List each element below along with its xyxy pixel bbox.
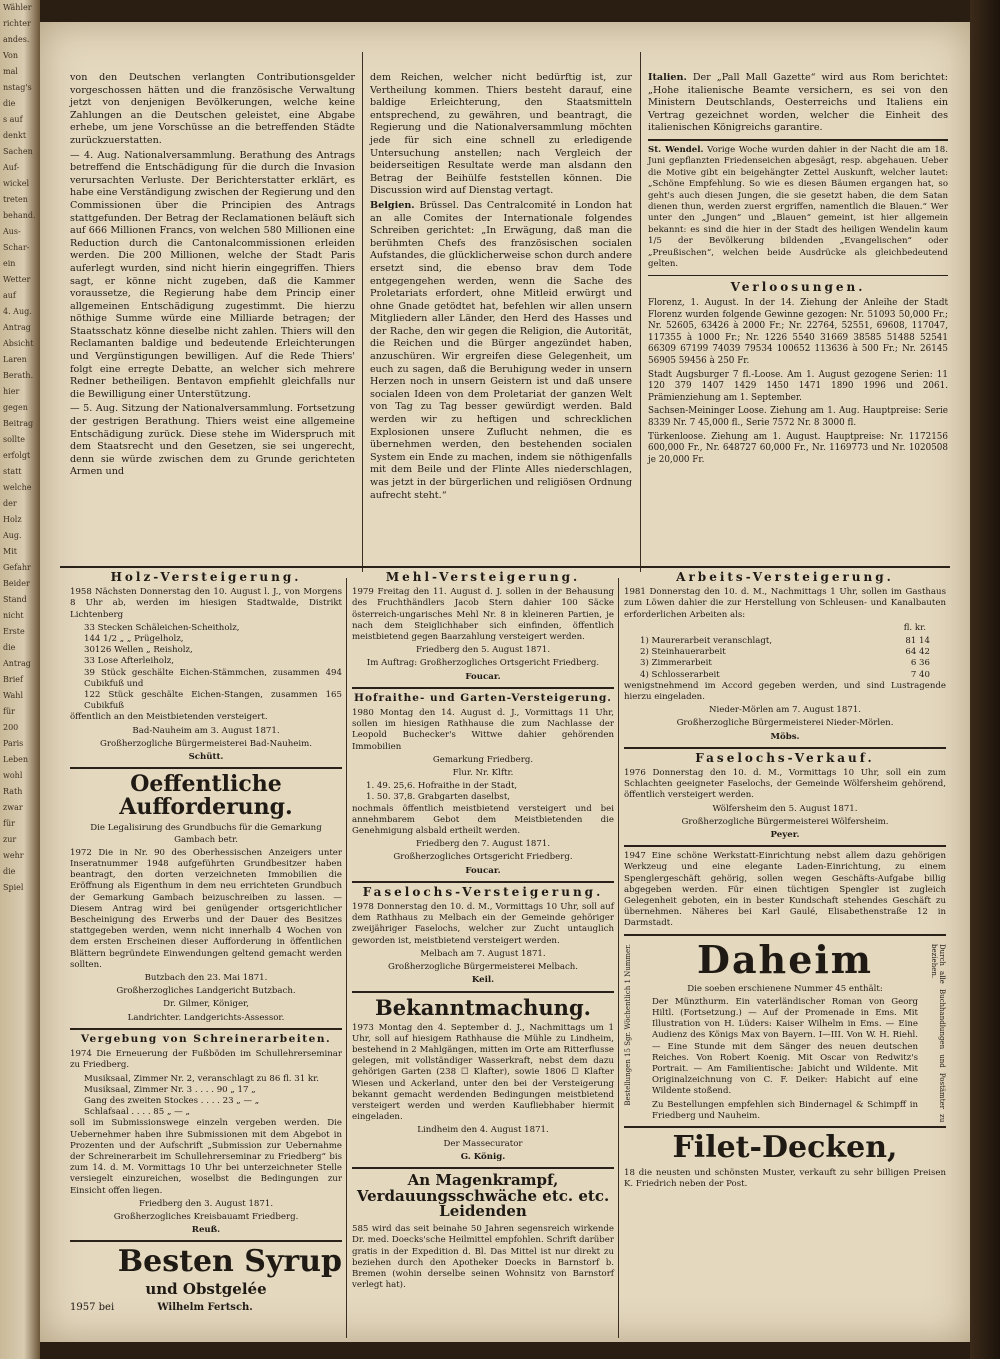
edge-text-fragment: mal (3, 67, 18, 76)
edge-text-fragment: wehr (3, 851, 24, 860)
edge-text-fragment: Rath (3, 787, 23, 796)
edge-text-fragment: zur (3, 835, 17, 844)
column-rule (618, 578, 619, 1338)
ad-list (352, 781, 614, 803)
ad-title: Oeffentliche Aufforderung. (119, 771, 293, 821)
edge-text-fragment: die (3, 643, 16, 652)
ad-title: Hofraithe- und Garten-Versteigerung. (354, 691, 612, 704)
divider (70, 1240, 342, 1242)
edge-text-fragment: Schar- (3, 243, 30, 252)
edge-text-fragment: behand. (3, 211, 36, 220)
edge-text-fragment: Beitrag (3, 419, 34, 428)
ad-text: 18 die neusten und schönsten Muster, verkauft zu sehr billigen Preisen K. Friedrich neben der Post. (624, 1167, 946, 1189)
column-rule (346, 578, 347, 1338)
divider (352, 881, 614, 883)
edge-text-fragment: Leben (3, 755, 29, 764)
edge-text-fragment: Holz (3, 515, 22, 524)
ad-signature: Schütt. (188, 752, 224, 763)
ad-office: Großherzogliche Bürgermeisterei Bad-Nauheim. (99, 738, 312, 749)
table-cell: 4) Schlosserarbeit (640, 669, 720, 680)
list-item: 1. 50. 37,8. Grabgarten daselbst, (366, 792, 511, 803)
ad-place-date: Friedberg den 5. August 1871. (415, 645, 551, 656)
edge-text-fragment: nstag's (3, 83, 32, 92)
ad-title: Mehl-Versteigerung. (385, 570, 581, 584)
table-row (624, 636, 946, 647)
list-item: 33 Lose Afterleiholz, (84, 656, 174, 667)
edge-text-fragment: Paris (3, 739, 24, 748)
edge-text-fragment: Absicht (3, 339, 34, 348)
ad-signature: Peyer. (770, 830, 800, 841)
news-heading: Italien. (648, 72, 687, 83)
news-text: Brüssel. Das Centralcomité in London hat an alle Comites der Internationale folgendes Schreiben gerichtet: „In Erwägung, daß man die berühmten Chefs des französischen socialen Aufstandes, die glücklicherweise schon durch andere ersetzt sind, die ebenso brav dem Tode entgegengehen werden, wenn die Sache des Proletariats erfordert, ohne Mitleid erwürgt und ohne Gnade getödtet hat, befehlen wir allen unsern Mitgliedern aller Länder, den Herd des Hasses und der Rache, den wir gegen die Religion, die Autorität, die Reichen und die Bürger angezündet haben, anzuschüren. Wir ergreifen diese Gelegenheit, um euch zu sagen, daß die Beruhigung weder in unsern Herzen noch in unsern Geistern ist und daß unsere socialen Ideen von dem Proletariat der ganzen Welt von Tag zu Tag besser gewürdigt werden. Bald werden wir zu heftigen und schrecklichen Explosionen unsere Zuflucht nehmen, die es übernehmen werden, den bestehenden socialen System ein Ende zu machen, indem sie nöthigenfalls mit dem Beile und der Flinte Alles niederschlagen, was jetzt in der bürgerlichen und religiösen Ordnung aufrecht steht.“ (370, 199, 632, 501)
ad-place-date: Butzbach den 23. Mai 1871. (144, 973, 268, 984)
ads-column-1 (70, 570, 342, 1315)
table-cell: 7 40 (910, 669, 930, 680)
ad-title: Filet-Decken, (672, 1130, 898, 1166)
edge-text-fragment: der (3, 499, 17, 508)
table-cell: 6 36 (910, 658, 930, 669)
edge-text-fragment: die (3, 99, 16, 108)
edge-text-fragment: Brief (3, 675, 23, 684)
ad-signature: Foucar. (465, 671, 501, 682)
ad-signature: Landrichter. Landgerichts-Assessor. (127, 1012, 285, 1023)
ad-text: 1981 Donnerstag den 10. d. M., Nachmittags 1 Uhr, sollen im Gasthaus zum Löwen dahier die zur Herstellung von Schleusen- und Kanalbauten erforderlichen Arbeiten als: (624, 587, 946, 620)
divider (624, 1126, 946, 1128)
ad-office: Großherzogliche Bürgermeisterei Wölfersheim. (681, 816, 889, 827)
ad-text: 1979 Freitag den 11. August d. J. sollen in der Behausung des Fruchthändlers Jacob Stern dahier 100 Säcke österreich-ungarisches Mehl Nr. 8 in kleineren Partien, je nach dem Steiglichhaber sich einfinden, öffentlich meistbietend gegen Baarzahlung versteigert werden. (352, 587, 614, 643)
ad-signature: Keil. (471, 975, 495, 986)
ad-office: Großherzogliches Landgericht Butzbach. (116, 986, 296, 997)
section-heading: Verloosungen. (730, 280, 866, 295)
table-cell: 1) Maurerarbeit veranschlagt, (640, 636, 773, 647)
ad-title: Holz-Versteigerung. (110, 570, 302, 584)
list-item: 39 Stück geschälte Eichen-Stämmchen, zusammen 494 Cubikfuß und (84, 667, 342, 689)
edge-text-fragment: Berath. (3, 371, 34, 380)
ad-text: bei (98, 1301, 115, 1313)
ad-title: Faselochs-Verkauf. (695, 750, 875, 765)
newspaper-page (40, 22, 970, 1342)
ad-text: nochmals öffentlich meistbietend versteigert und bei annehmbarem Gebot dem Meistbietenden die Genehmigung alsbald ertheilt werden. (352, 803, 614, 837)
ad-title: Besten Syrup (117, 1244, 342, 1280)
list-item: 122 Stück geschälte Eichen-Stangen, zusammen 165 Cubikfuß (84, 690, 342, 712)
ads-column-2 (352, 570, 614, 1293)
edge-text-fragment: gegen (3, 403, 28, 412)
ad-title: Arbeits-Versteigerung. (676, 570, 894, 584)
news-column-1 (70, 72, 355, 481)
news-text: Der „Pall Mall Gazette“ wird aus Rom berichtet: „Hohe italienische Beamte versichern, es sei von den Ministern Deutschlands, Oesterreichs und Italiens ein Vertrag gezeichnet worden, welcher die Einheit des italienischen Königreichs garantire. (648, 72, 948, 134)
ad-list (70, 623, 342, 713)
edge-text-fragment: Spiel (3, 883, 24, 892)
ad-text (70, 1302, 342, 1313)
ad-side-note: Bestellungen 15 Sgr. Wöchentlich 1 Nummer. (624, 943, 632, 1106)
table-row (624, 658, 946, 669)
table-cell: 81 14 (905, 636, 930, 647)
ad-signature: Dr. Gilmer, Königer, (163, 999, 249, 1010)
edge-text-fragment: s auf (3, 115, 23, 124)
ad-title: Bekanntmachung. (375, 994, 591, 1020)
divider (624, 747, 946, 749)
column-rule (362, 52, 363, 572)
ad-subtitle: Die soeben erschienene Nummer 45 enthält: (687, 983, 883, 994)
ad-table-header: fl. kr. (903, 622, 926, 633)
edge-text-fragment: wickel (3, 179, 30, 188)
edge-text-fragment: hier (3, 387, 20, 396)
ad-text: 1958 Nächsten Donnerstag den 10. August l. J., von Morgens 8 Uhr ab, werden im hiesigen Stadtwalde, Distrikt Lichtenberg (70, 587, 342, 620)
divider (648, 275, 948, 276)
lottery-paragraph: Florenz, 1. August. In der 14. Ziehung der Anleihe der Stadt Florenz wurden folgende Gewinne gezogen: Nr. 51093 50,000 Fr.; Nr. 52605, 63426 à 2000 Fr.; Nr. 22764, 52551, 69608, 117047, 117355 à 1000 Fr.; Nr. 1226 5540 31669 38585 51488 52541 66309 67199 74039 79534 100652 113636 à 500 Fr.; Nr. 26145 56905 59456 à 250 Fr. (648, 298, 948, 366)
news-column-3 (648, 72, 948, 468)
ad-list (70, 1074, 342, 1119)
lottery-paragraph: Türkenloose. Ziehung am 1. August. Hauptpreise: Nr. 1172156 600,000 Fr., Nr. 648727 60,000 Fr., Nr. 1169773 und Nr. 1020508 je 20,000 Fr. (648, 431, 948, 465)
table-cell: 2) Steinhauerarbeit (640, 647, 726, 658)
edge-text-fragment: Erste (3, 627, 25, 636)
list-item: 33 Stecken Schäleichen-Scheitholz, (84, 622, 240, 633)
ad-side-note: Durch alle Buchhandlungen und Postämter zu beziehen. (930, 943, 946, 1123)
ad-text: öffentlich an den Meistbietenden versteigert. (70, 712, 268, 723)
ad-title: Vergebung von Schreinerarbeiten. (80, 1032, 332, 1045)
edge-text-fragment: sollte (3, 435, 25, 444)
left-page-edge (0, 0, 40, 1359)
divider (352, 991, 614, 993)
divider (70, 767, 342, 769)
ad-place-date: Lindheim den 4. August 1871. (417, 1125, 549, 1136)
ad-title: An Magenkrampf, Verdauungsschwäche etc. etc. Leidenden (356, 1170, 610, 1221)
list-item: 30126 Wellen „ Reisholz, (84, 645, 193, 656)
edge-text-fragment: für (3, 819, 15, 828)
edge-text-fragment: Gefahr (3, 563, 31, 572)
edge-text-fragment: denkt (3, 131, 27, 140)
ad-text: 1972 Die in Nr. 90 des Oberhessischen Anzeigers unter Inseratnummer 1948 aufgeführten Grundbesitzer haben beantragt, den dorten verzeichneten Immobilien die Eröffnung als Eigenthum in dem neu errichteten Grundbuch der Gemarkung Gambach beizuschreiben zu lassen. — Diesem Antrag wird bei genügender ortsgerichtlicher Bescheinigung des Erwerbs und der Dauer des Besitzes stattgegeben werden, wenn nicht innerhalb 4 Wochen von dem ersten Erscheinen dieser Aufforderung in öffentlichen Blättern begründete Einwendungen geltend gemacht werden sollten. (70, 847, 342, 970)
edge-text-fragment: nicht (3, 611, 24, 620)
edge-text-fragment: wohl (3, 771, 23, 780)
ad-office: Großherzogliche Bürgermeisterei Nieder-Mörlen. (676, 718, 894, 729)
ad-office: Großherzogliches Kreisbauamt Friedberg. (113, 1211, 299, 1222)
edge-text-fragment: auf (3, 291, 16, 300)
news-paragraph (648, 145, 948, 270)
ad-text: Der Münzthurm. Ein vaterländischer Roman von Georg Hiltl. (Fortsetzung.) — Auf der Promenade in Ems. Mit Illustration von H. Lüders: Kaiser Wilhelm in Ems. — Eine Audienz des Königs Max von Bayern. I—III. Von W. H. Riehl. — Eine Stunde mit dem Sänger des neuen deutschen Reiches. Von Robert Koenig. Mit Oscar von Redwitz's Portrait. — Am Familientische: Jabicht und Wildente. Mit Originalzeichnung von C. F. Deiker: Habicht auf eine Wildente stoßend. (652, 996, 918, 1097)
edge-text-fragment: Aus- (3, 227, 21, 236)
ad-place-date: Friedberg den 7. August 1871. (415, 839, 551, 850)
ad-subtitle: Gemarkung Friedberg. (432, 754, 534, 765)
ad-signature: Möbs. (770, 731, 800, 742)
book-binding (970, 0, 1000, 1359)
section-divider (60, 566, 950, 568)
list-item: Schlafsaal . . . . 85 „ — „ (84, 1107, 190, 1118)
ad-office: Im Auftrag: Großherzogliches Ortsgericht Friedberg. (366, 658, 600, 669)
list-item: Musiksaal, Zimmer Nr. 2, veranschlagt zu 86 fl. 31 kr. (84, 1073, 320, 1084)
divider (352, 1167, 614, 1169)
ad-place-date: Nieder-Mörlen am 7. August 1871. (708, 705, 862, 716)
news-paragraph (648, 72, 948, 135)
edge-text-fragment: Von (3, 51, 19, 60)
ad-place-date: Bad-Nauheim am 3. August 1871. (132, 725, 280, 736)
ad-office: Der Massecurator (443, 1138, 523, 1149)
ad-place-date: Melbach am 7. August 1871. (420, 948, 546, 959)
edge-text-fragment: Wahl (3, 691, 24, 700)
ad-text: Zu Bestellungen empfehlen sich Bindernagel & Schimpff in Friedberg und Nauheim. (652, 1099, 918, 1121)
edge-text-fragment: Antrag (3, 659, 31, 668)
ad-office: Großherzogliches Ortsgericht Friedberg. (393, 852, 573, 863)
edge-text-fragment: Sachen (3, 147, 33, 156)
ad-text: wenigstnehmend im Accord gegeben werden, und sind Lustragende hierzu eingeladen. (624, 680, 946, 703)
edge-text-fragment: Mit (3, 547, 17, 556)
ad-text: 1976 Donnerstag den 10. d. M., Vormittags 10 Uhr, soll ein zum Schlachten geeigneter Faselochs, der Gemeinde Wölfersheim gehörend, öffentlich versteigert werden. (624, 768, 946, 801)
edge-text-fragment: zwar (3, 803, 23, 812)
table-row (624, 647, 946, 658)
edge-text-fragment: 200 (3, 723, 19, 732)
ad-title: Daheim (696, 936, 874, 982)
news-paragraph: — 4. Aug. Nationalversammlung. Berathung des Antrags betreffend die Entschädigung für die durch die Invasion verursachten Verluste. Der Berichterstatter erklärt, es habe eine Verständigung zwischen der Regierung und den Commissionen über die Principien des Antrags stattgefunden. Der Betrag der Reclamationen beläuft sich auf 666 Millionen Francs, von welchen 580 Millionen eine Reduction durch die Cantonalcommissionen erleiden werden. Die 200 Millionen, welche der Stadt Paris auferlegt wurden, sind nicht hierin eingegriffen. Thiers sagt, er könne nicht zugeben, daß die Kammer voraussetze, die Regierung habe dem Princip einer allgemeinen Entschädigung zugestimmt. Die hierzu nöthige Summe würde eine Milliarde betragen; der Staatsschatz könne dieselbe nicht zahlen. Thiers will den Reclamanten baldige und bedeutende Erleichterungen und Vergünstigungen bewilligen. Auf die Rede Thiers' folgt eine erregte Debatte, an welcher sich mehrere Redner betheiligen. Bentavon empfiehlt gleichfalls nur die Bewilligung einer Unterstützung. (70, 149, 355, 400)
edge-text-fragment: Auf- (3, 163, 20, 172)
list-item: Musiksaal, Zimmer Nr. 3 . . . . 90 „ 17 „ (84, 1084, 256, 1095)
ad-table-header: Flur. Nr. Klftr. (452, 768, 514, 779)
edge-text-fragment: Beider (3, 579, 30, 588)
ad-text: 1947 Eine schöne Werkstatt-Einrichtung nebst allem dazu gehörigen Werkzeug und eine elegante Laden-Einrichtung, zu einem Spenglergeschäft gehörig, sollen wegen Geschäfts-Aufgabe billig abgegeben werden. Für einen tüchtigen Spengler ist zugleich Gelegenheit geboten, ein in bester Kundschaft stehendes Geschäft zu übernehmen. Näheres bei Karl Gaulé, Elisabethenstraße 12 in Darmstadt. (624, 851, 946, 929)
news-column-2 (370, 72, 632, 504)
edge-text-fragment: Stand (3, 595, 27, 604)
ad-number: 1957 (70, 1301, 96, 1313)
list-item: Gang des zweiten Stockes . . . . 23 „ — „ (84, 1095, 260, 1106)
lottery-paragraph: Stadt Augsburger 7 fl.-Loose. Am 1. August gezogene Serien: 11 120 379 1407 1429 1450 1471 1890 1996 und 2061. Prämienziehung am 1. September. (648, 369, 948, 403)
edge-text-fragment: für (3, 707, 15, 716)
ad-text: 1973 Montag den 4. September d. J., Nachmittags um 1 Uhr, soll auf hiesigem Rathhause die Mühle zu Lindheim, bestehend in 2 Mahlgängen, mitten im Orte am Ritterflusse gelegen, mit vollständiger Wasserkraft, nebst dem dazu gehörigen Garten (238 ☐ Klafter), sowie 1806 ☐ Klafter Wiesen und Ackerland, unter den bei der Versteigerung bekannt gemacht werdenden Bedingungen meistbietend versteigert werden und werden Kaufliebhaber hiermit eingeladen. (352, 1022, 614, 1123)
ad-text: soll im Submissionswege einzeln vergeben werden. Die Uebernehmer haben ihre Submissionen mit dem Abgebot in Prozenten und der Aufschrift „Submission zur Uebernahme der Schreinerarbeit im Schullehrerseminar zu Friedberg“ bis zum 14. d. M. Vormittags 10 Uhr bei unterzeichneter Stelle versiegelt einzureichen, woselbst die Bedingungen zur Einsicht offen liegen. (70, 1118, 342, 1196)
ad-text: 585 wird das seit beinahe 50 Jahren segensreich wirkende Dr. med. Doecks'sche Heilmittel empfohlen. Schrift darüber gratis in der Expedition d. Bl. Das Mittel ist nur direkt zu beziehen durch den Apotheker Doecks in Barnstorf b. Bremen (wohin derselbe seinen Wohnsitz von Barnstorf verlegt hat). (352, 1224, 614, 1291)
edge-text-fragment: die (3, 867, 16, 876)
news-text: Vorige Woche wurden dahier in der Nacht die am 18. Juni gepflanzten Friedenseichen abgesägt, resp. abgehauen. Ueber die Motive gibt ein beigehängter Zettel Auskunft, welcher lautet: „Schöne Empfehlung. So wie es diesen Bäumen ergangen hat, so geht's auch diesen Jungen, die sie gesetzt haben, die dem Satan dienen thun, werden zuerst ergriffen, namentlich die Blauen.“ Wer unter den „Jungen“ und „Blauen“ gemeint, ist hier allgemein bekannt: es sind die hier in der Stadt des heiligen Wendelin kaum 1/5 der Bevölkerung bildenden „Evangelischen“ oder „Preußischen“, welchen beide Ausdrücke als gleichbedeutend gelten. (648, 144, 948, 270)
ad-title: Faselochs-Versteigerung. (362, 884, 604, 899)
news-paragraph (370, 200, 632, 502)
edge-text-fragment: richter (3, 19, 31, 28)
ad-signature: Foucar. (465, 865, 501, 876)
daheim-ad (624, 936, 946, 1123)
divider (352, 687, 614, 689)
ad-text: 1978 Donnerstag den 10. d. M., Vormittags 10 Uhr, soll auf dem Rathhaus zu Melbach ein der Gemeinde gehöriger zweijähriger Faselochs, welcher zur Zucht untauglich geworden ist, meistbietend versteigert werden. (352, 902, 614, 946)
ad-table (624, 636, 946, 681)
ad-place-date: Friedberg den 3. August 1871. (138, 1198, 274, 1209)
lottery-paragraph: Sachsen-Meininger Loose. Ziehung am 1. Aug. Hauptpreise: Serie 8339 Nr. 7 45,000 fl., Serie 7572 Nr. 8 3000 fl. (648, 406, 948, 428)
ads-column-3 (624, 570, 946, 1192)
edge-text-fragment: 4. Aug. (3, 307, 32, 316)
divider (624, 934, 946, 936)
news-paragraph: dem Reichen, welcher nicht bedürftig ist, zur Vertheilung kommen. Thiers besteht darauf, eine baldige Erleichterung, den Staatsmitteln entsprechend, zu gewähren, und beantragt, die Regierung und die Nationalversammlung möchten jede für sich eine schnell zu erledigende Untersuchung anstellen; nach Vergleich der beiderseitigen Resultate werde man alsdann den Betrag der Beihülfe feststellen können. Die Discussion wird auf Dienstag vertagt. (370, 72, 632, 197)
edge-text-fragment: Laren (3, 355, 27, 364)
edge-text-fragment: treten (3, 195, 28, 204)
news-paragraph: von den Deutschen verlangten Contributionsgelder vorgeschossen hätten und die französische Verwaltung jetzt von denjenigen Bevölkerungen, welche keine Zahlungen an die Deutschen geleistet, eine Abgabe erhebe, um jene Vorschüsse an die betreffenden Städte zurückzuerstatten. (70, 72, 355, 146)
ad-text: 1980 Montag den 14. August d. J., Vormittags 11 Uhr, sollen im hiesigen Rathhause die zum Nachlasse der Leopold Buchecker's Wittwe dahier gehörenden Immobilien (352, 708, 614, 752)
syrup-ad (70, 1246, 342, 1312)
edge-text-fragment: Antrag (3, 323, 31, 332)
ad-signature: G. König. (460, 1151, 506, 1162)
edge-text-fragment: erfolgt (3, 451, 31, 460)
table-cell: 64 42 (905, 647, 930, 658)
ad-signature: Reuß. (191, 1225, 221, 1236)
ad-text: 1974 Die Erneuerung der Fußböden im Schullehrerseminar zu Friedberg. (70, 1049, 342, 1071)
ad-merchant: Wilhelm Fertsch. (157, 1301, 253, 1313)
edge-text-fragment: andes. (3, 35, 30, 44)
news-paragraph: — 5. Aug. Sitzung der Nationalversammlung. Fortsetzung der gestrigen Berathung. Thiers weist eine allgemeine Entschädigung zurück. Diese stehe im Widerspruch mit dem Staatsrecht und den Gesetzen, sie sei ungerecht, denn sie würde zwischen dem zu Grunde gerichteten Armen und (70, 403, 355, 478)
edge-text-fragment: Wetter (3, 275, 31, 284)
table-row (624, 670, 946, 681)
divider (70, 1028, 342, 1030)
list-item: 1. 49. 25,6. Hofraithe in der Stadt, (366, 781, 518, 792)
ad-office: Großherzogliche Bürgermeisterei Melbach. (387, 962, 579, 973)
divider (648, 139, 948, 141)
news-heading: St. Wendel. (648, 144, 704, 155)
ad-place-date: Wölfersheim den 5. August 1871. (712, 803, 858, 814)
table-cell: 3) Zimmerarbeit (640, 658, 712, 669)
edge-text-fragment: ein (3, 259, 16, 268)
edge-text-fragment: welche (3, 483, 32, 492)
edge-text-fragment: Aug. (3, 531, 22, 540)
list-item: 144 1/2 „ „ Prügelholz, (84, 634, 184, 645)
ad-subtitle: und Obstgelée (145, 1279, 267, 1298)
column-rule (640, 52, 641, 572)
divider (624, 845, 946, 847)
news-heading: Belgien. (370, 199, 415, 211)
edge-text-fragment: statt (3, 467, 22, 476)
ad-subtitle: Die Legalisirung des Grundbuchs für die Gemarkung Gambach betr. (90, 823, 322, 845)
edge-text-fragment: Wähler (3, 3, 32, 12)
